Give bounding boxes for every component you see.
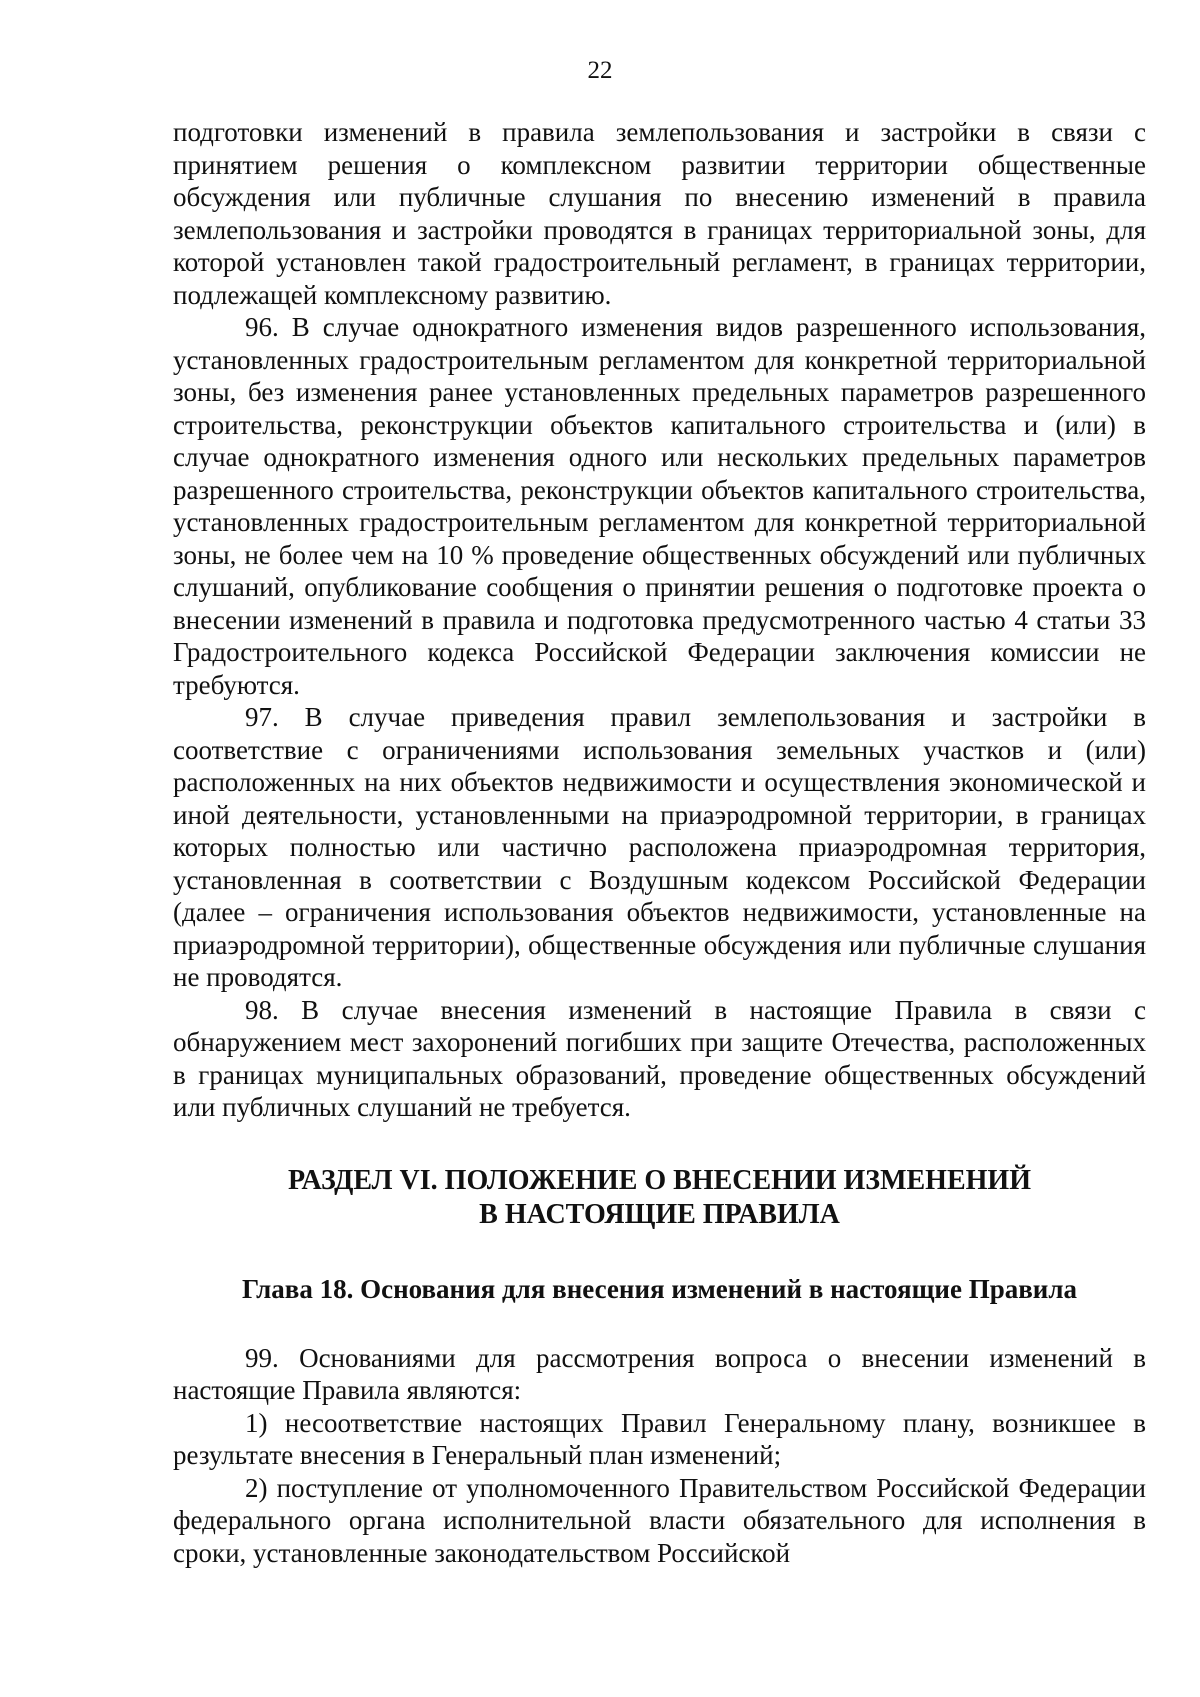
paragraph-98: 98. В случае внесения изменений в настоящие Правила в связи с обнаружением мест захоронений погибших при защите Отечества, расположенных в границах муниципальных образований, проведение общественных обсуждений или публичных слушаний не требуется. [173,994,1146,1122]
chapter-title: Глава 18. Основания для внесения изменений в настоящие Правила [241,1273,1078,1304]
paragraph-99: 99. Основаниями для рассмотрения вопроса о внесении изменений в настоящие Правила являются: [173,1342,1146,1405]
paragraph-continuation: подготовки изменений в правила землепользования и застройки в связи с принятием решения о комплексном развитии территории общественные обсуждения или публичные слушания по внесению изменений в правила землепользования и застройки проводятся в границах территориальной зоны, для которой установлен такой градостроительный регламент, в границах территории, подлежащей комплексному развитию. [173,117,1146,310]
page-body [173,116,1146,1569]
page-number: 22 [587,57,613,84]
section-title-line-1: РАЗДЕЛ VI. ПОЛОЖЕНИЕ О ВНЕСЕНИИ ИЗМЕНЕНИЙ [288,1164,1031,1196]
paragraph-96: 96. В случае однократного изменения видов разрешенного использования, установленных градостроительным регламентом для конкретной территориальной зоны, без изменения ранее установленных предельных параметров разрешенного строительства, реконструкции объектов капитального строительства и (или) в случае однократного изменения одного или нескольких предельных параметров разрешенного строительства, реконструкции объектов капитального строительства, установленных градостроительным регламентом для конкретной территориальной зоны, не более чем на 10 % проведение общественных обсуждений или публичных слушаний, опубликование сообщения о принятии решения о подготовке проекта о внесении изменений в правила и подготовка предусмотренного частью 4 статьи 33 Градостроительного кодекса Российской Федерации заключения комиссии не требуются. [173,312,1146,700]
paragraph-97: 97. В случае приведения правил землепользования и застройки в соответствие с ограничениями использования земельных участков и (или) расположенных на них объектов недвижимости и осуществления экономической и иной деятельности, установленными на приаэродромной территории, в границах которых полностью или частично расположена приаэродромная территория, установленная в соответствии с Воздушным кодексом Российской Федерации (далее – ограничения использования объектов недвижимости, установленные на приаэродромной территории), общественные обсуждения или публичные слушания не проводятся. [173,702,1146,992]
section-title-line-2: В НАСТОЯЩИЕ ПРАВИЛА [479,1198,840,1230]
paragraph-99-item-2: 2) поступление от уполномоченного Правительством Российской Федерации федерального органа исполнительной власти обязательного для исполнения в сроки, установленные законодательством Российской [173,1472,1146,1568]
section-title [173,1164,1146,1232]
paragraph-99-item-1: 1) несоответствие настоящих Правил Генеральному плану, возникшее в результате внесения в Генеральный план изменений; [173,1407,1146,1470]
